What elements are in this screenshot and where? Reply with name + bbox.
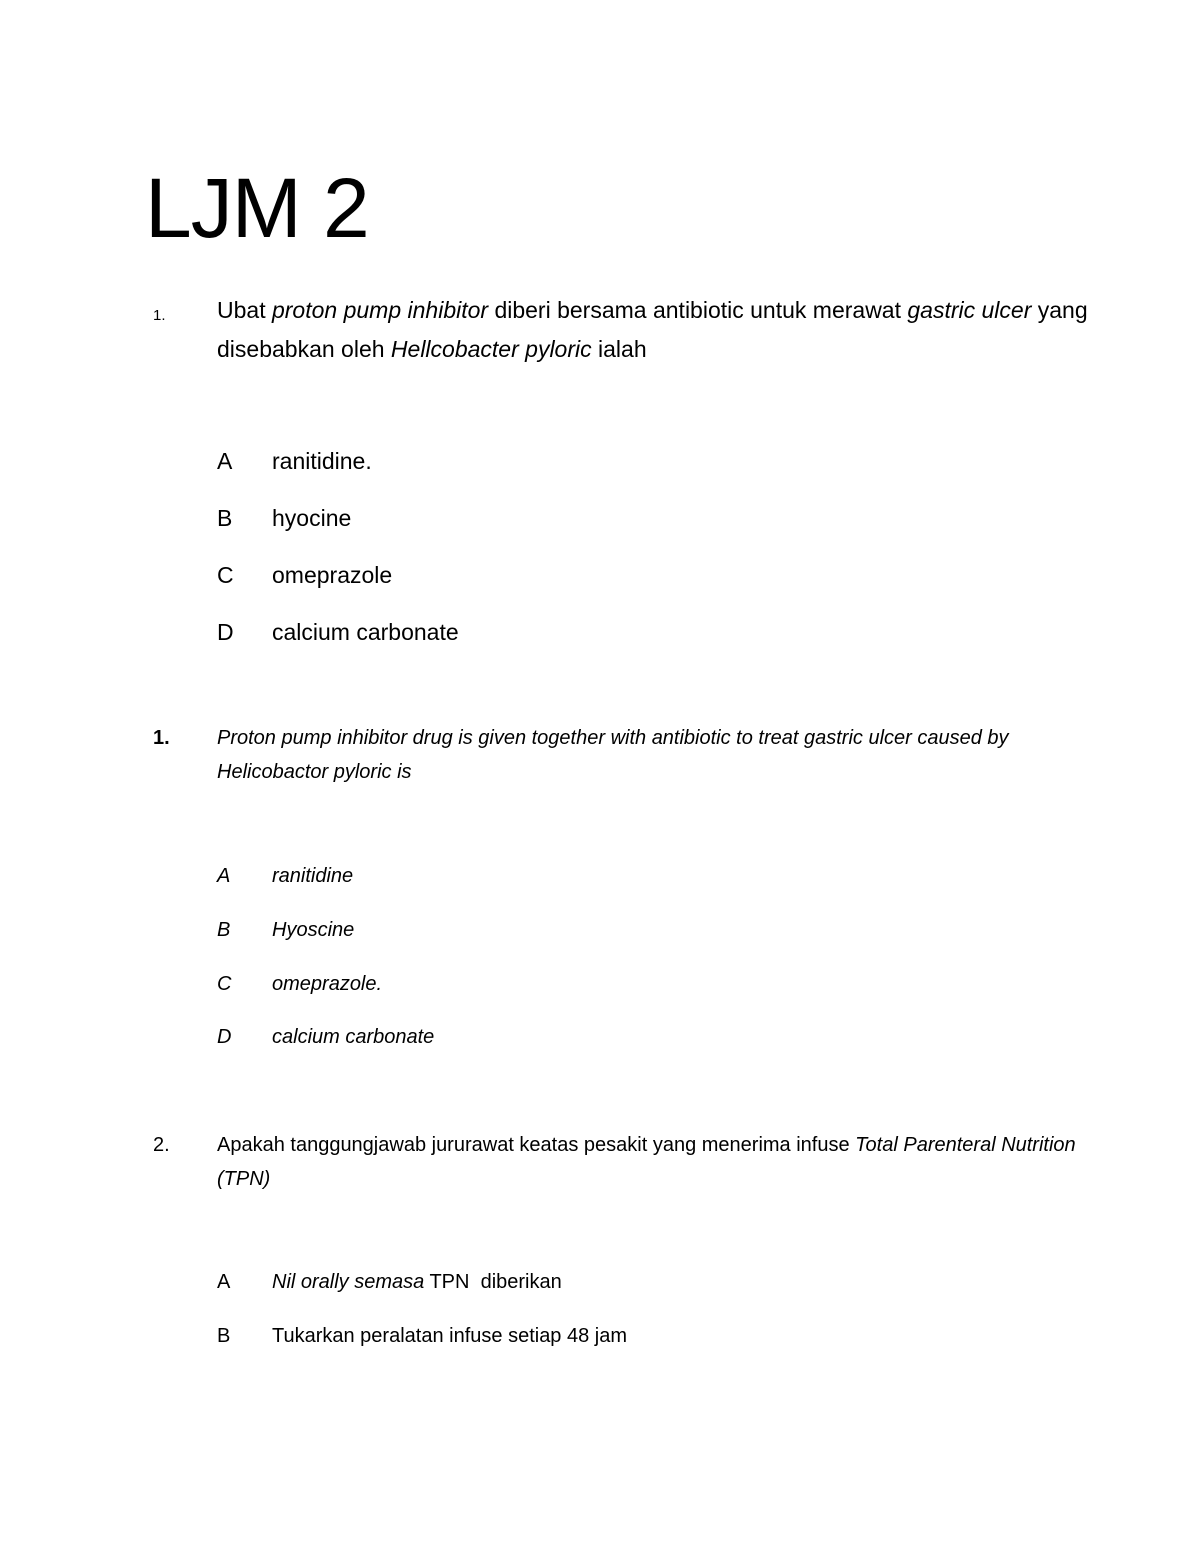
page-title: LJM 2 — [145, 161, 369, 255]
q1-text-part: Ubat — [217, 297, 272, 323]
option-letter: A — [217, 865, 231, 887]
q1-text-part: diberi bersama antibiotic untuk merawat — [488, 297, 908, 323]
option-letter: B — [217, 505, 233, 531]
option-text-part: Nil orally semasa — [272, 1271, 425, 1293]
option-letter: D — [217, 619, 234, 645]
option-letter: B — [217, 1325, 231, 1347]
option-text: Hyoscine — [272, 919, 355, 941]
option-letter: A — [217, 448, 233, 474]
option-text: calcium carbonate — [272, 619, 459, 645]
option-text: hyocine — [272, 505, 352, 531]
question-2-text — [217, 1128, 1097, 1196]
q1-text-part: proton pump inhibitor — [271, 297, 489, 323]
option-text: Tukarkan peralatan infuse setiap 48 jam — [272, 1325, 628, 1347]
question-1-number: 1. — [153, 307, 166, 324]
question-1-en-text: Proton pump inhibitor drug is given together with antibiotic to treat gastric ulcer caused by Helicobactor pyloric is — [217, 727, 1009, 783]
option-letter: C — [217, 562, 234, 588]
option-letter: D — [217, 1026, 232, 1048]
option-text: omeprazole — [272, 562, 393, 588]
question-1-en-number: 1. — [153, 727, 170, 749]
option-text: ranitidine. — [272, 448, 372, 474]
q2-text-part: Apakah tanggungjawab jururawat keatas pesakit yang menerima infuse — [217, 1134, 856, 1156]
option-letter: B — [217, 919, 231, 941]
question-2-number: 2. — [153, 1134, 170, 1156]
option-letter: C — [217, 973, 232, 995]
option-text: calcium carbonate — [272, 1026, 435, 1048]
q1-text-part: Hellcobacter pyloric — [390, 336, 592, 362]
option-text: omeprazole. — [272, 973, 383, 995]
option-text-part: TPN diberikan — [424, 1271, 562, 1293]
option-letter: A — [217, 1271, 231, 1293]
q2-text-part: Total Parenteral Nutrition (TPN) — [217, 1134, 1076, 1190]
option-text: ranitidine — [272, 865, 354, 887]
q1-text-part: ialah — [591, 336, 647, 362]
option-text — [272, 1268, 562, 1296]
q1-text-part: yang disebabkan oleh — [217, 297, 1088, 362]
question-1-text — [217, 291, 1097, 369]
q1-text-part: gastric ulcer — [907, 297, 1032, 323]
